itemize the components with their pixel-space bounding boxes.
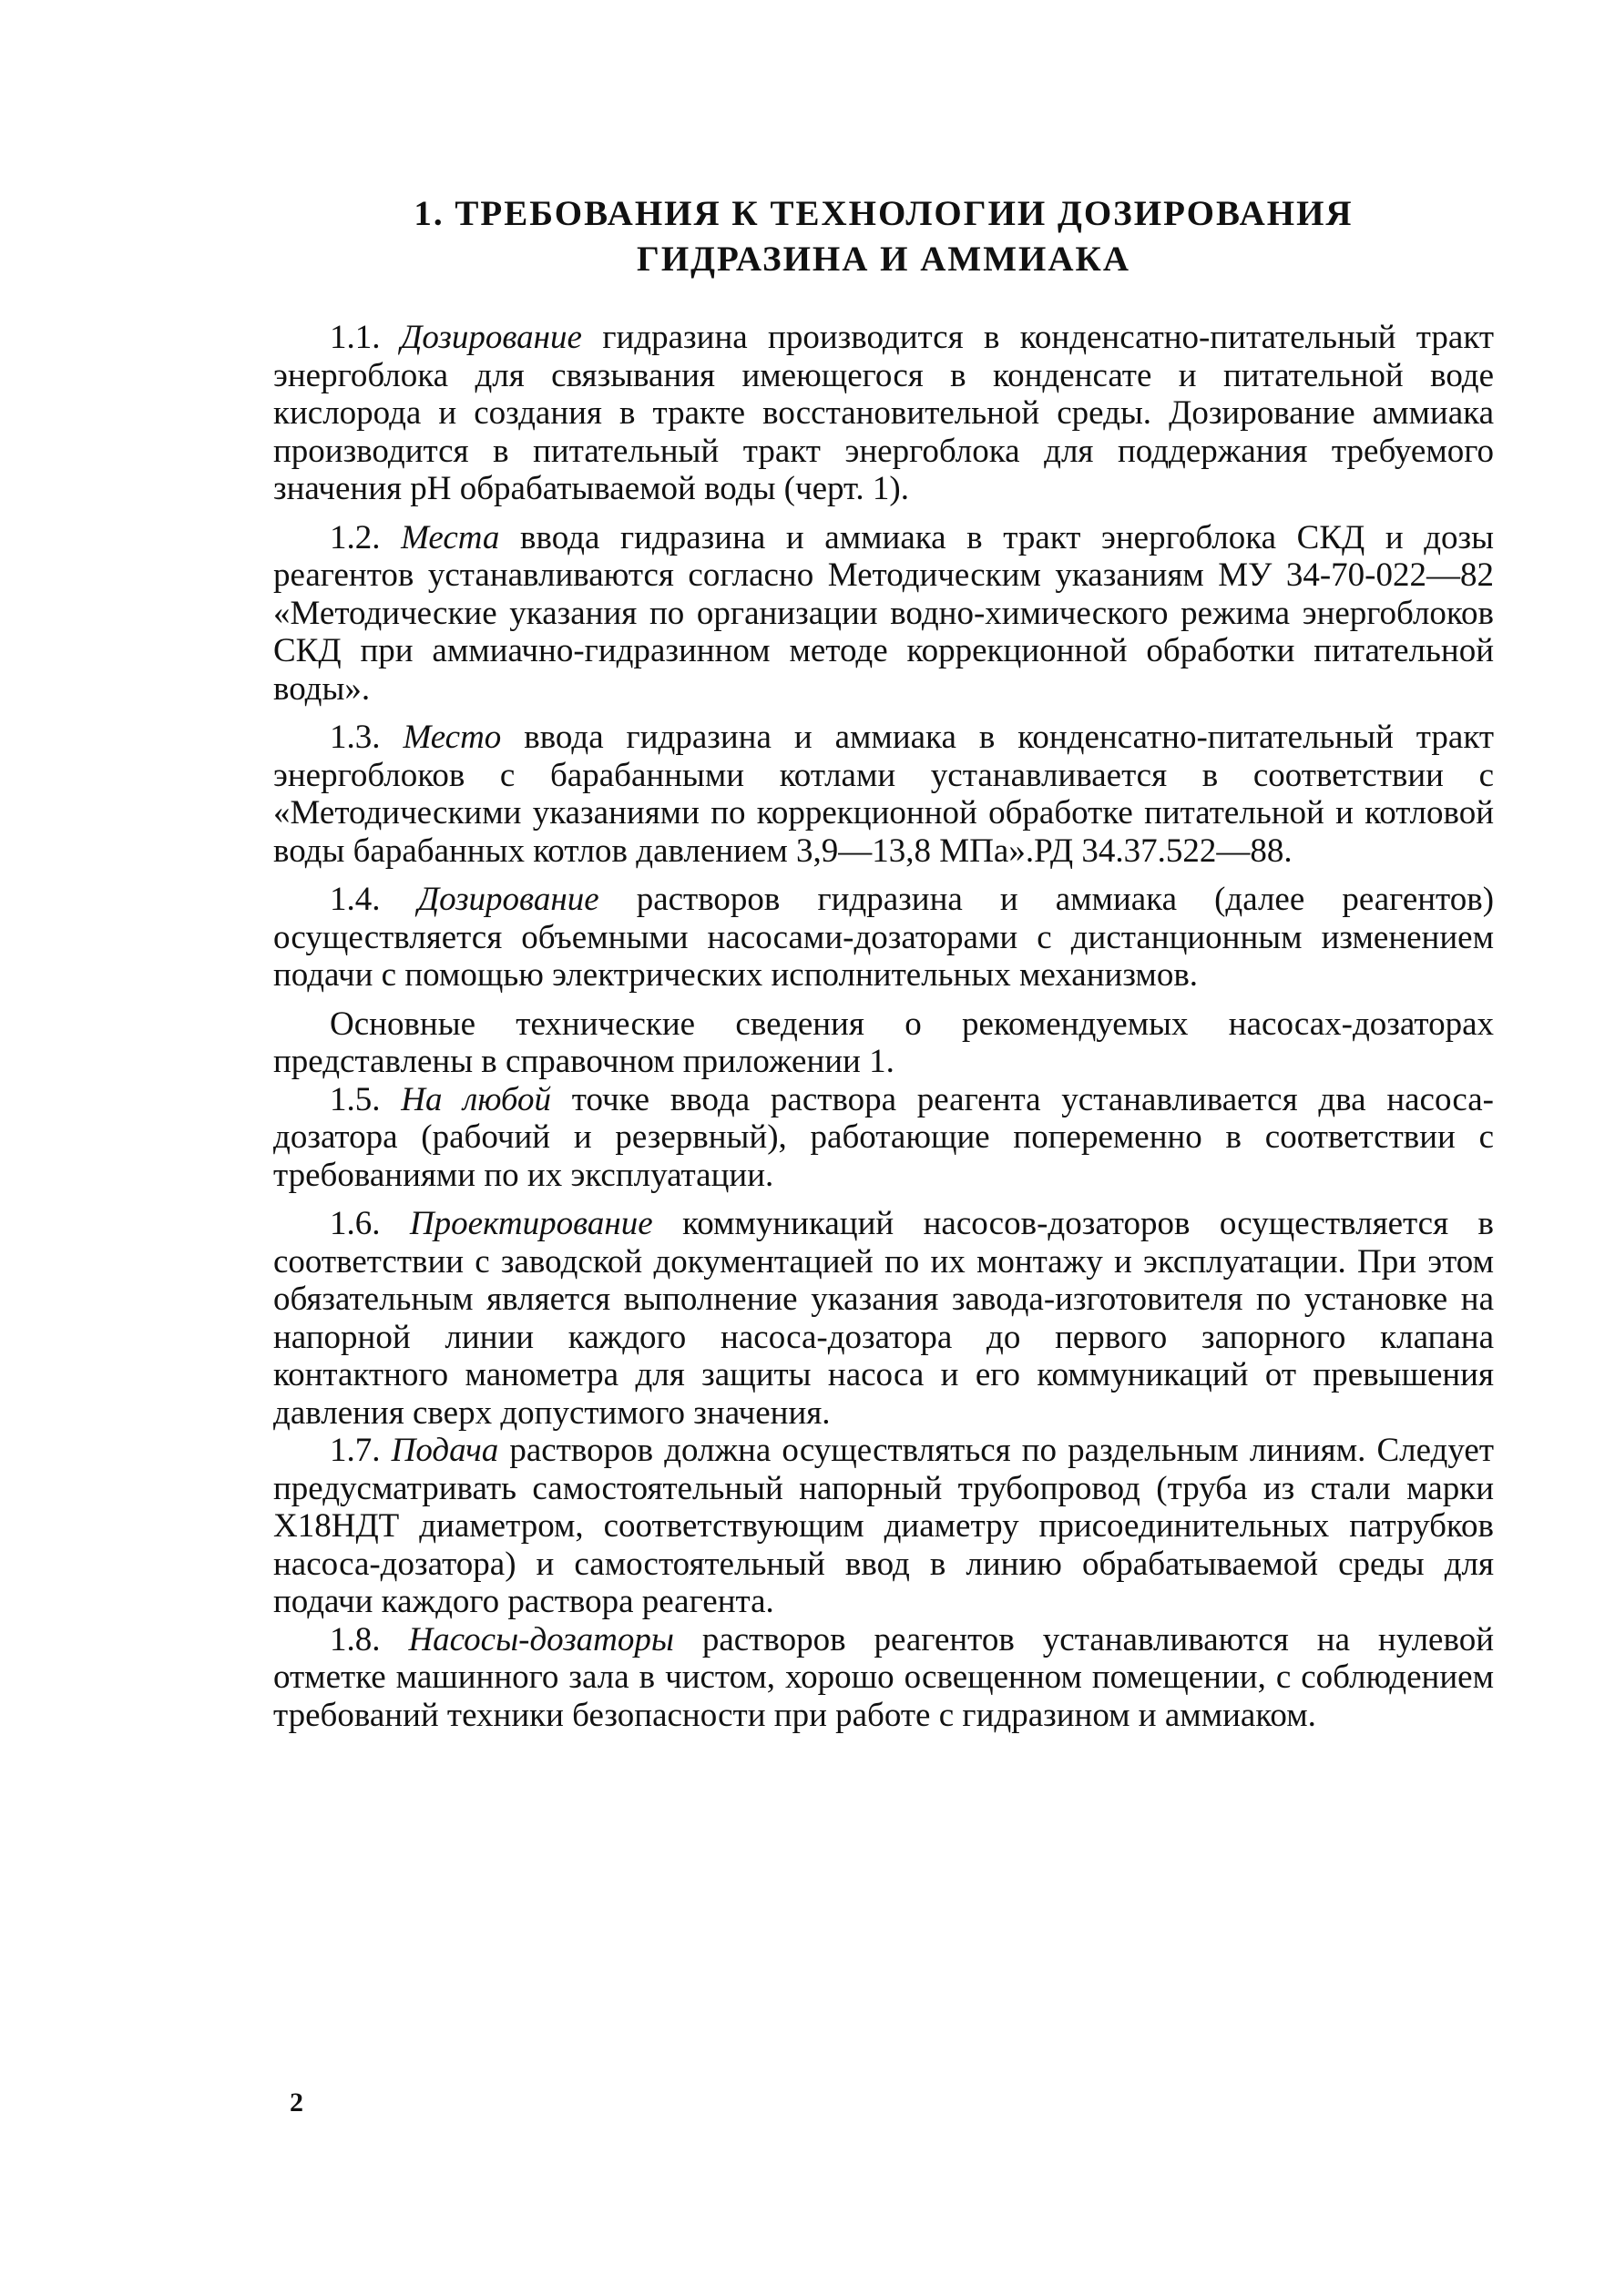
paragraph-1-8 xyxy=(273,1621,1494,1735)
paragraph-1-3 xyxy=(273,719,1494,870)
clause-text: ввода гидразина и аммиака в тракт энергоблока СКД и дозы реагентов устанавливаются согласно Методическим указаниям МУ 34-70-022—82 «Методические указания по организации водно-химического режима энергоблоков СКД при аммиачно-гидразинном методе коррекционной обработки питательной воды». xyxy=(273,518,1495,708)
clause-lead-term: Насосы-дозаторы xyxy=(408,1620,674,1658)
clause-text: ввода гидразина и аммиака в конденсатно-питательный тракт энергоблоков с барабанными котлами устанавливается в соответствии с «Методическими указаниями по коррекционной обработке питательной и котловой воды барабанных котлов давлением 3,9—13,8 МПа».РД 34.37.522—88. xyxy=(273,719,1495,870)
page-number: 2 xyxy=(290,2087,303,2117)
clause-lead-term: Проектирование xyxy=(409,1205,653,1242)
clause-number: 1.8. xyxy=(330,1620,381,1658)
document-page xyxy=(273,191,1494,1734)
clause-text: Основные технические сведения о рекомендуемых насосах-дозаторах представлены в справочном приложении 1. xyxy=(273,1005,1494,1080)
clause-lead-term: Места xyxy=(401,518,500,556)
clause-text: растворов реагентов устанавливаются на нулевой отметке машинного зала в чистом, хорошо освещенном помещении, с соблюдением требований техники безопасности при работе с гидразином и аммиаком. xyxy=(273,1620,1495,1734)
clause-text: точке ввода раствора реагента устанавливается два насоса-дозатора (рабочий и резервный), работающие попеременно в соответствии с требованиями по их эксплуатации. xyxy=(273,1080,1494,1194)
clause-lead-term: Место xyxy=(403,719,502,756)
section-title xyxy=(273,191,1494,282)
clause-number: 1.6. xyxy=(330,1205,381,1242)
clause-number: 1.5. xyxy=(330,1080,381,1118)
clause-number: 1.7. xyxy=(330,1432,381,1469)
paragraph-1-2 xyxy=(273,519,1494,709)
paragraph-1-4 xyxy=(273,881,1494,995)
clause-lead-term: Дозирование xyxy=(417,881,599,918)
paragraph-1-1 xyxy=(273,319,1494,508)
clause-text: растворов должна осуществляться по раздельным линиям. Следует предусматривать самостоятельный напорный трубопровод (труба из стали марки Х18НДТ диаметром, соответствующим диаметру присоединительных патрубков насоса-дозатора) и самостоятельный ввод в линию обрабатываемой среды для подачи каждого раствора реагента. xyxy=(273,1432,1494,1620)
section-title-line-2: ГИДРАЗИНА И АММИАКА xyxy=(637,240,1130,279)
paragraph-1-5 xyxy=(273,1081,1494,1195)
paragraph-1-7 xyxy=(273,1432,1494,1621)
clause-number: 1.4. xyxy=(330,881,381,918)
clause-text: гидразина производится в конденсатно-питательный тракт энергоблока для связывания имеющегося в конденсате и питательной воде кислорода и создания в тракте восстановительной среды. Дозирование аммиака производится в питательный тракт энергоблока для поддержания требуемого значения pH обрабатываемой воды (черт. 1). xyxy=(273,319,1495,507)
clause-text: растворов гидразина и аммиака (далее реагентов) осуществляется объемными насосами-дозаторами с дистанционным изменением подачи с помощью электрических исполнительных механизмов. xyxy=(273,881,1495,994)
clause-number: 1.2. xyxy=(330,518,381,556)
section-title-line-1: 1. ТРЕБОВАНИЯ К ТЕХНОЛОГИИ ДОЗИРОВАНИЯ xyxy=(414,194,1354,233)
clause-lead-term: На любой xyxy=(401,1080,552,1118)
clause-lead-term: Дозирование xyxy=(400,319,582,356)
clause-lead-term: Подача xyxy=(391,1432,499,1469)
paragraph-1-6 xyxy=(273,1205,1494,1432)
clause-number: 1.3. xyxy=(330,719,381,756)
clause-number: 1.1. xyxy=(330,319,381,356)
clause-text: коммуникаций насосов-дозаторов осуществляется в соответствии с заводской документацией по их монтажу и эксплуатации. При этом обязательным является выполнение указания завода-изготовителя по установке на напорной линии каждого насоса-дозатора до первого запорного клапана контактного манометра для защиты насоса и его коммуникаций от превышения давления сверх допустимого значения. xyxy=(273,1205,1494,1432)
paragraph-reference-note xyxy=(273,1005,1494,1081)
